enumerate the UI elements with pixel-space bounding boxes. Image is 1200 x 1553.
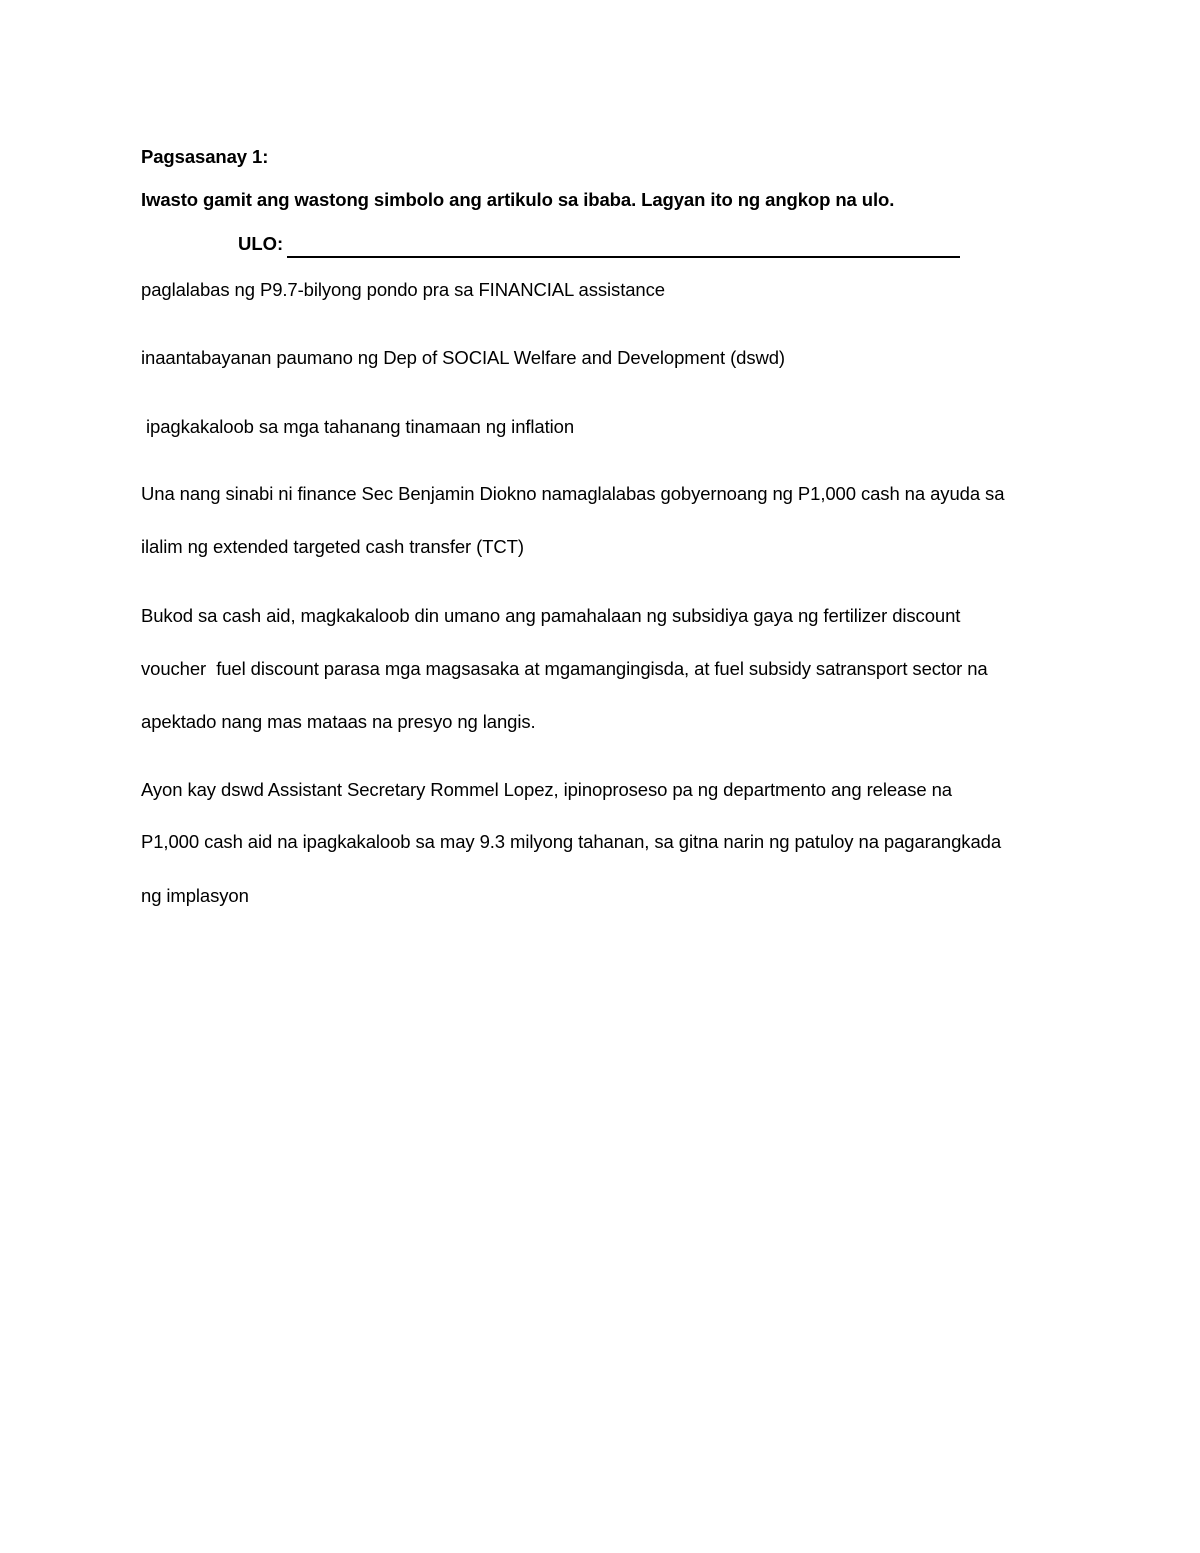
ulo-answer-blank[interactable] [287,256,960,258]
paragraph-line: Ayon kay dswd Assistant Secretary Rommel Lopez, ipinoproseso pa ng departmento ang release na [141,779,952,800]
paragraph-line: paglalabas ng P9.7-bilyong pondo pra sa FINANCIAL assistance [141,279,665,300]
ulo-label: ULO: [238,233,284,254]
paragraph-line: apektado nang mas mataas na presyo ng langis. [141,711,536,732]
paragraph-line: Bukod sa cash aid, magkakaloob din umano ang pamahalaan ng subsidiya gaya ng fertilizer discount [141,605,961,626]
paragraph-line: Una nang sinabi ni finance Sec Benjamin Diokno namaglalabas gobyernoang ng P1,000 cash na ayuda sa [141,483,1005,504]
paragraph-line: ilalim ng extended targeted cash transfer (TCT) [141,536,524,557]
exercise-heading: Pagsasanay 1: [141,146,269,167]
paragraph-line: voucher fuel discount parasa mga magsasaka at mgamangingisda, at fuel subsidy satransport sector na [141,658,988,679]
paragraph-line: P1,000 cash aid na ipagkakaloob sa may 9.3 milyong tahanan, sa gitna narin ng patuloy na pagarangkada [141,831,1002,852]
paragraph-line: inaantabayanan paumano ng Dep of SOCIAL Welfare and Development (dswd) [141,347,785,368]
paragraph-line: ipagkakaloob sa mga tahanang tinamaan ng inflation [141,416,575,437]
paragraph-line: ng implasyon [141,885,249,906]
instruction-text: Iwasto gamit ang wastong simbolo ang artikulo sa ibaba. Lagyan ito ng angkop na ulo. [141,189,895,210]
